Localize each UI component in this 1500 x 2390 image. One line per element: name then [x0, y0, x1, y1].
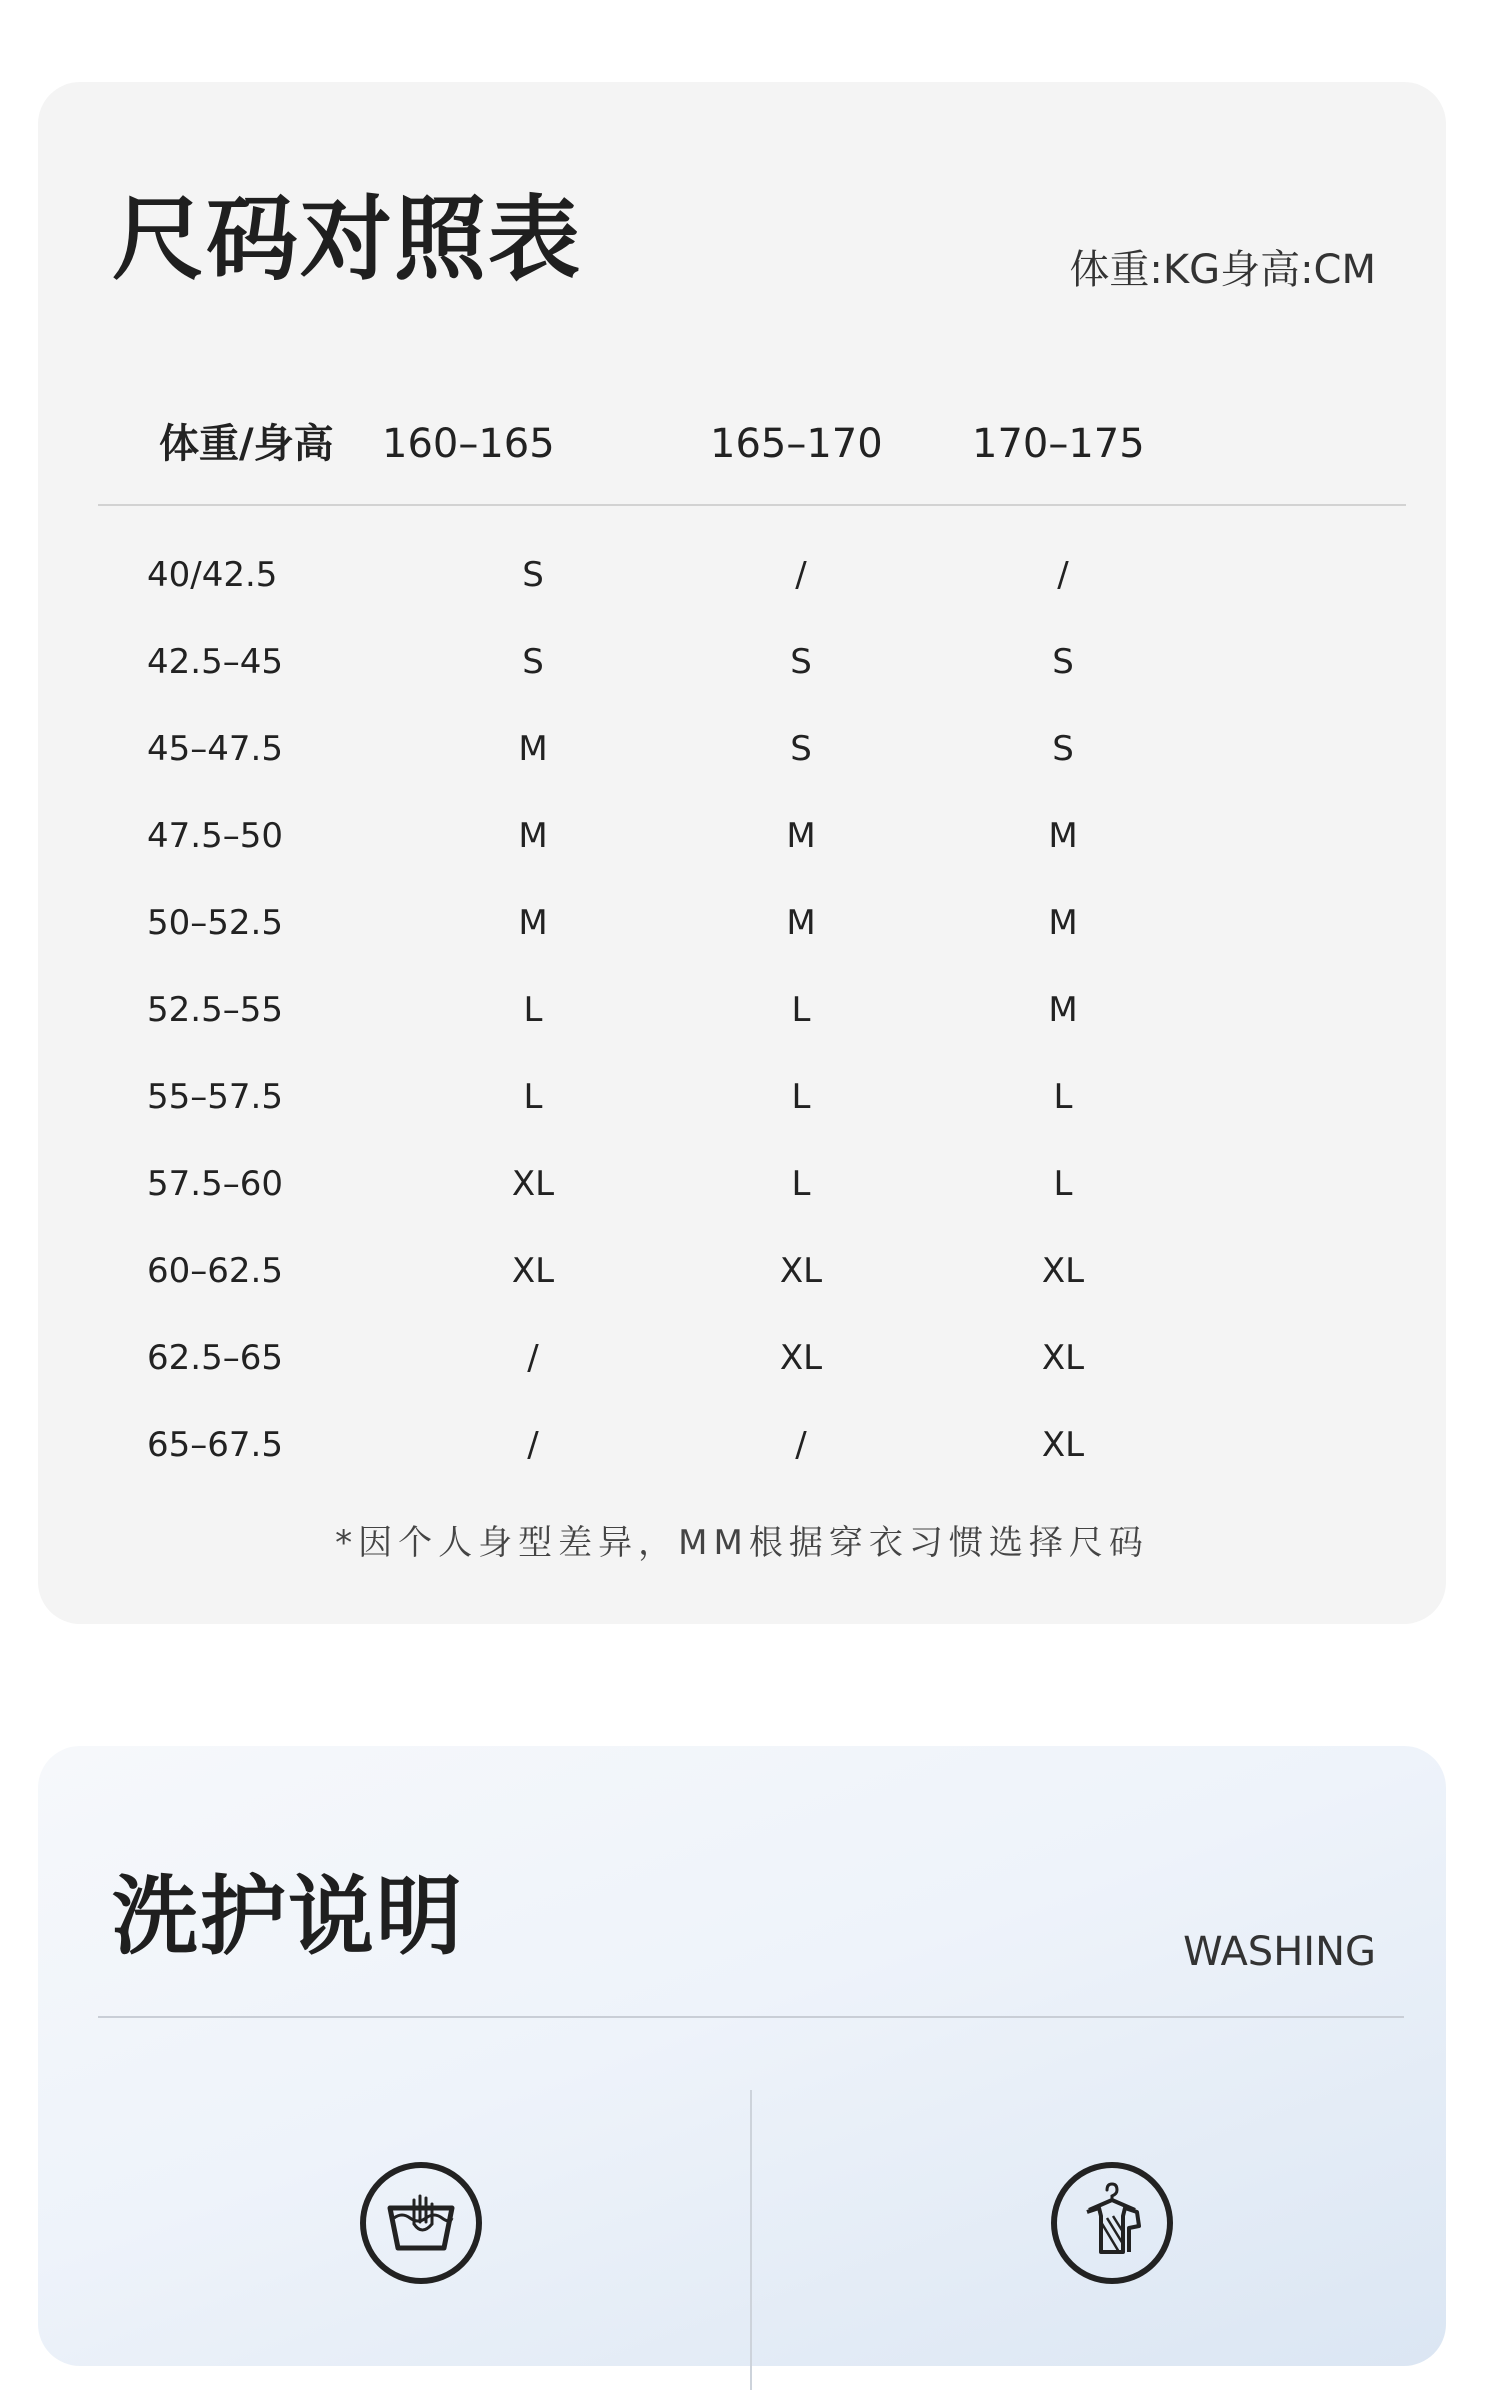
- size-cell: M: [786, 903, 816, 943]
- size-cell: /: [795, 1425, 807, 1465]
- size-cell: M: [786, 816, 816, 856]
- size-cell: M: [1048, 903, 1078, 943]
- weight-cell: 47.5–50: [147, 816, 283, 856]
- table-row: [38, 729, 1446, 792]
- header-height-170-175: 170–175: [972, 421, 1145, 467]
- size-cell: XL: [779, 1251, 823, 1291]
- size-cell: L: [791, 1077, 811, 1117]
- header-weight-height: 体重/身高: [159, 421, 334, 467]
- size-cell: M: [518, 903, 548, 943]
- hand-wash-icon-graphic: [358, 2160, 484, 2286]
- size-cell: XL: [1041, 1338, 1085, 1378]
- weight-cell: 45–47.5: [147, 729, 283, 769]
- size-cell: L: [523, 990, 543, 1030]
- size-table-header: [98, 421, 1398, 504]
- weight-cell: 50–52.5: [147, 903, 283, 943]
- weight-cell: 42.5–45: [147, 642, 283, 682]
- table-row: [38, 555, 1446, 618]
- size-cell: S: [1052, 729, 1074, 769]
- size-cell: L: [1053, 1164, 1073, 1204]
- hang-dry-icon-graphic: [1049, 2160, 1175, 2286]
- size-cell: M: [518, 816, 548, 856]
- table-row: [38, 1251, 1446, 1314]
- size-cell: S: [1052, 642, 1074, 682]
- washing-card: [38, 1746, 1446, 2366]
- table-row: [38, 990, 1446, 1053]
- size-cell: XL: [1041, 1251, 1085, 1291]
- size-cell: /: [1057, 555, 1069, 595]
- size-chart-title: 尺码对照表: [112, 186, 583, 293]
- table-row: [38, 903, 1446, 966]
- weight-cell: 62.5–65: [147, 1338, 283, 1378]
- size-cell: L: [791, 990, 811, 1030]
- washing-divider: [98, 2016, 1404, 2018]
- table-row: [38, 642, 1446, 705]
- size-footnote: *因个人身型差异，MM根据穿衣习惯选择尺码: [335, 1523, 1149, 1563]
- size-cell: S: [790, 642, 812, 682]
- weight-cell: 65–67.5: [147, 1425, 283, 1465]
- size-cell: XL: [511, 1251, 555, 1291]
- size-cell: L: [523, 1077, 543, 1117]
- size-cell: /: [527, 1425, 539, 1465]
- header-divider: [98, 504, 1406, 506]
- hang-dry-icon: [1049, 2160, 1175, 2286]
- header-height-160-165-label: 160–165: [382, 421, 555, 467]
- size-cell: XL: [779, 1338, 823, 1378]
- size-cell: /: [795, 555, 807, 595]
- table-row: [38, 1425, 1446, 1488]
- table-row: [38, 1164, 1446, 1227]
- size-cell: L: [1053, 1077, 1073, 1117]
- washing-subtitle: WASHING: [1183, 1929, 1376, 1975]
- size-cell: M: [1048, 990, 1078, 1030]
- table-row: [38, 1338, 1446, 1401]
- size-cell: M: [1048, 816, 1078, 856]
- size-cell: /: [527, 1338, 539, 1378]
- size-cell: S: [790, 729, 812, 769]
- size-cell: XL: [511, 1164, 555, 1204]
- size-chart-card: [38, 82, 1446, 1624]
- washing-title: 洗护说明: [112, 1867, 464, 1967]
- weight-cell: 57.5–60: [147, 1164, 283, 1204]
- size-cell: S: [522, 555, 544, 595]
- weight-cell: 55–57.5: [147, 1077, 283, 1117]
- table-row: [38, 1077, 1446, 1140]
- header-height-165-170: 165–170: [710, 421, 883, 467]
- table-row: [38, 816, 1446, 879]
- size-cell: M: [518, 729, 548, 769]
- size-cell: S: [522, 642, 544, 682]
- hand-wash-icon: [358, 2160, 484, 2286]
- icon-column-divider: [750, 2090, 752, 2390]
- unit-note: 体重:KG身高:CM: [1069, 247, 1376, 293]
- size-cell: XL: [1041, 1425, 1085, 1465]
- weight-cell: 60–62.5: [147, 1251, 283, 1291]
- weight-cell: 40/42.5: [147, 555, 278, 595]
- weight-cell: 52.5–55: [147, 990, 283, 1030]
- size-cell: L: [791, 1164, 811, 1204]
